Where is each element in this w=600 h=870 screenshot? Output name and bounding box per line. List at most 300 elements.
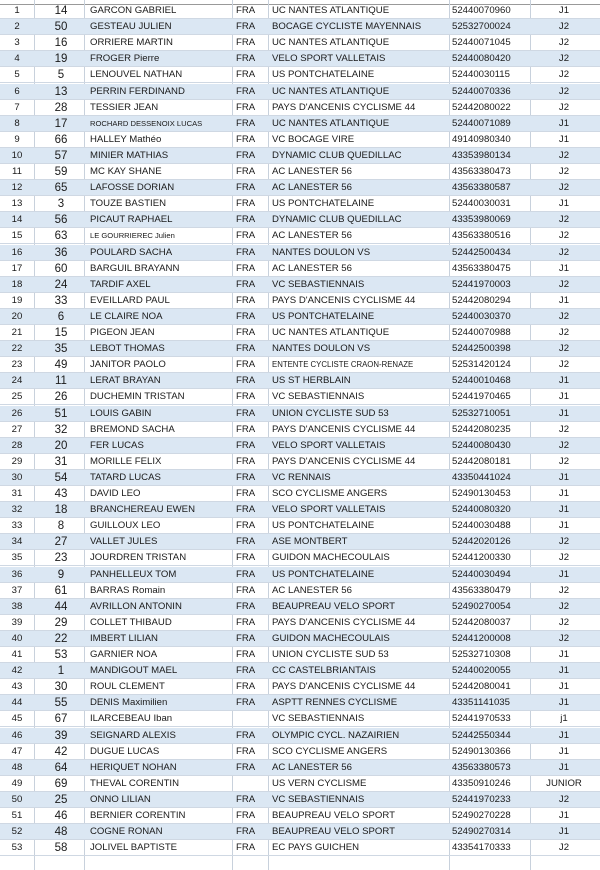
- category-cell: J1: [558, 198, 570, 210]
- license-cell: 52442080037: [452, 616, 511, 628]
- nationality-cell: FRA: [236, 117, 256, 129]
- rank-cell: 38: [11, 600, 23, 612]
- rider-name-cell: GUILLOUX LEO: [90, 520, 161, 532]
- category-cell: J2: [558, 359, 570, 371]
- bib-cell: 22: [54, 632, 68, 645]
- license-cell: 52440030031: [452, 198, 511, 210]
- bib-cell: 39: [54, 729, 68, 742]
- table-row: [0, 422, 600, 438]
- table-row: [0, 615, 600, 631]
- bib-cell: 23: [54, 552, 68, 565]
- rank-cell: 51: [11, 810, 23, 821]
- nationality-cell: FRA: [236, 101, 256, 113]
- bib-cell: 11: [55, 375, 67, 388]
- rank-cell: 17: [11, 262, 23, 274]
- bib-cell: 50: [54, 21, 68, 34]
- nationality-cell: FRA: [236, 375, 256, 387]
- category-cell: J1: [558, 5, 570, 16]
- club-cell: UC NANTES ATLANTIQUE: [272, 37, 390, 49]
- table-row: [0, 164, 600, 180]
- nationality-cell: FRA: [236, 343, 256, 355]
- bib-cell: 44: [54, 600, 68, 613]
- rank-cell: 42: [11, 665, 23, 677]
- rider-name-cell: BARRAS Romain: [90, 584, 166, 596]
- category-cell: J1: [558, 471, 570, 483]
- license-cell: 52440020055: [452, 665, 511, 677]
- rider-name-cell: TARDIF AXEL: [90, 278, 151, 290]
- nationality-cell: FRA: [236, 69, 256, 81]
- license-cell: 52441970003: [452, 278, 511, 290]
- license-cell: 43563380587: [452, 182, 511, 194]
- rider-name-cell: ILARCEBEAU Iban: [90, 713, 173, 725]
- category-cell: J2: [558, 182, 570, 194]
- nationality-cell: FRA: [236, 391, 256, 403]
- rank-cell: 45: [11, 713, 23, 725]
- category-cell: J1: [558, 133, 570, 145]
- club-cell: SCO CYCLISME ANGERS: [272, 488, 388, 499]
- nationality-cell: FRA: [236, 729, 256, 741]
- rider-name-cell: PERRIN FERDINAND: [90, 85, 185, 97]
- category-cell: J2: [558, 793, 570, 805]
- rank-cell: 14: [11, 214, 23, 226]
- rider-name-cell: DAVID LEO: [90, 488, 141, 499]
- table-row: [0, 728, 600, 744]
- nationality-cell: FRA: [236, 745, 256, 757]
- club-cell: ASE MONTBERT: [272, 536, 348, 548]
- rider-name-cell: FROGER Pierre: [90, 53, 160, 65]
- nationality-cell: FRA: [236, 327, 256, 338]
- bib-cell: 5: [57, 69, 65, 82]
- license-cell: 43353980069: [452, 214, 511, 226]
- club-cell: PAYS D'ANCENIS CYCLISME 44: [272, 294, 416, 306]
- license-cell: 52441970465: [452, 391, 511, 403]
- rider-name-cell: GESTEAU JULIEN: [90, 21, 172, 33]
- club-cell: NANTES DOULON VS: [272, 246, 371, 258]
- club-cell: PAYS D'ANCENIS CYCLISME 44: [272, 455, 416, 467]
- category-cell: J2: [558, 536, 570, 548]
- rank-cell: 32: [11, 504, 23, 516]
- license-cell: 43563380475: [452, 262, 511, 274]
- table-row: [0, 389, 600, 405]
- club-cell: VELO SPORT VALLETAIS: [272, 439, 386, 451]
- rider-name-cell: ROUL CLEMENT: [90, 681, 165, 693]
- rider-name-cell: LENOUVEL NATHAN: [90, 69, 183, 81]
- bib-cell: 49: [54, 359, 68, 372]
- nationality-cell: FRA: [236, 37, 256, 49]
- nationality-cell: FRA: [236, 423, 256, 435]
- rider-name-cell: EVEILLARD PAUL: [90, 294, 170, 306]
- category-cell: J1: [558, 568, 570, 580]
- rank-cell: 15: [11, 230, 23, 242]
- rider-name-cell: TATARD LUCAS: [90, 471, 161, 483]
- rider-name-cell: GARNIER NOA: [90, 649, 158, 660]
- table-row: [0, 631, 600, 647]
- club-cell: GUIDON MACHECOULAIS: [272, 632, 390, 644]
- category-cell: J1: [558, 488, 570, 499]
- table-row: [0, 341, 600, 357]
- rank-cell: 30: [11, 471, 23, 483]
- rider-name-cell: COLLET THIBAUD: [90, 616, 172, 628]
- license-cell: 43350441024: [452, 471, 511, 483]
- category-cell: J1: [558, 262, 570, 274]
- nationality-cell: FRA: [236, 536, 256, 548]
- category-cell: J1: [558, 649, 570, 660]
- rider-name-cell: HALLEY Mathéo: [90, 133, 162, 145]
- bib-cell: 13: [54, 85, 68, 98]
- bib-cell: 16: [54, 37, 68, 50]
- license-cell: 52440010468: [452, 375, 511, 387]
- club-cell: VELO SPORT VALLETAIS: [272, 504, 386, 516]
- table-row: [0, 470, 600, 486]
- category-cell: J1: [558, 681, 570, 693]
- category-cell: J1: [558, 117, 570, 129]
- bib-cell: 3: [57, 198, 65, 211]
- license-cell: 52440030115: [452, 69, 510, 81]
- rank-cell: 47: [11, 745, 23, 757]
- rank-cell: 12: [11, 182, 23, 194]
- nationality-cell: FRA: [236, 85, 256, 97]
- table-row: [0, 695, 600, 711]
- bib-cell: 58: [54, 842, 68, 855]
- rider-name-cell: MORILLE FELIX: [90, 455, 162, 467]
- club-cell: VC SEBASTIENNAIS: [272, 793, 365, 805]
- rider-name-cell: DUGUE LUCAS: [90, 745, 160, 757]
- bib-cell: 42: [54, 745, 68, 758]
- club-cell: UC NANTES ATLANTIQUE: [272, 327, 390, 338]
- nationality-cell: FRA: [236, 471, 256, 483]
- license-cell: 52490130366: [452, 745, 511, 757]
- rank-cell: 46: [11, 729, 23, 741]
- bib-cell: 61: [54, 584, 68, 597]
- bib-cell: 9: [57, 568, 65, 581]
- nationality-cell: FRA: [236, 665, 256, 677]
- category-cell: J2: [558, 600, 570, 612]
- table-row: [0, 293, 600, 309]
- license-cell: 52442080294: [452, 294, 511, 306]
- nationality-cell: FRA: [236, 166, 256, 177]
- nationality-cell: FRA: [236, 842, 256, 854]
- table-row: [0, 3, 600, 19]
- bib-cell: 51: [54, 407, 68, 420]
- table-row: [0, 583, 600, 599]
- table-row: [0, 776, 600, 792]
- rank-cell: 50: [11, 793, 23, 805]
- rider-name-cell: IMBERT LILIAN: [90, 632, 158, 644]
- license-cell: 43563380479: [452, 584, 511, 596]
- category-cell: J2: [558, 230, 570, 242]
- rider-name-cell: LE GOURRIEREC Julien: [90, 231, 175, 241]
- rank-cell: 25: [11, 391, 23, 403]
- table-row: [0, 212, 600, 228]
- category-cell: J2: [558, 246, 570, 258]
- table-row: [0, 100, 600, 116]
- rank-cell: 1: [14, 5, 20, 16]
- nationality-cell: FRA: [236, 761, 256, 773]
- rank-cell: 23: [11, 359, 23, 371]
- rider-name-cell: DENIS Maximilien: [90, 697, 168, 709]
- nationality-cell: FRA: [236, 681, 256, 693]
- nationality-cell: FRA: [236, 182, 256, 194]
- license-cell: 43353980134: [452, 149, 511, 161]
- table-row: [0, 840, 600, 856]
- table-row: [0, 261, 600, 277]
- license-cell: 52442500398: [452, 343, 511, 355]
- nationality-cell: FRA: [236, 488, 256, 499]
- club-cell: GUIDON MACHECOULAIS: [272, 552, 390, 564]
- rank-cell: 33: [11, 520, 23, 532]
- rider-name-cell: PIGEON JEAN: [90, 327, 155, 338]
- rider-name-cell: GARCON GABRIEL: [90, 5, 177, 16]
- license-cell: 52532710051: [452, 407, 511, 419]
- nationality-cell: FRA: [236, 697, 256, 709]
- bib-cell: 48: [54, 826, 68, 839]
- nationality-cell: FRA: [236, 5, 256, 16]
- table-row: [0, 599, 600, 615]
- table-row: [0, 679, 600, 695]
- rank-cell: 16: [11, 246, 23, 258]
- bib-cell: 46: [54, 810, 68, 822]
- rider-name-cell: JANITOR PAOLO: [90, 359, 166, 371]
- club-cell: AC LANESTER 56: [272, 182, 352, 194]
- bib-cell: 1: [57, 665, 65, 678]
- license-cell: 43351141035: [452, 697, 510, 709]
- category-cell: J2: [558, 166, 570, 177]
- bib-cell: 32: [54, 423, 68, 436]
- club-cell: OLYMPIC CYCL. NAZAIRIEN: [272, 729, 400, 741]
- license-cell: 52440080420: [452, 53, 511, 65]
- club-cell: PAYS D'ANCENIS CYCLISME 44: [272, 101, 416, 113]
- rank-cell: 28: [11, 439, 23, 451]
- nationality-cell: FRA: [236, 294, 256, 306]
- category-cell: J2: [558, 101, 570, 113]
- table-row: [0, 373, 600, 389]
- club-cell: AC LANESTER 56: [272, 166, 352, 177]
- rank-cell: 8: [14, 117, 20, 129]
- license-cell: 43354170333: [452, 842, 511, 854]
- category-cell: JUNIOR: [546, 777, 582, 789]
- license-cell: 52441200330: [452, 552, 511, 564]
- bib-cell: 60: [54, 262, 68, 275]
- club-cell: BEAUPREAU VELO SPORT: [272, 600, 395, 612]
- nationality-cell: FRA: [236, 407, 256, 419]
- club-cell: DYNAMIC CLUB QUEDILLAC: [272, 149, 402, 161]
- license-cell: 52442080235: [452, 423, 511, 435]
- nationality-cell: FRA: [236, 520, 256, 532]
- rank-cell: 19: [11, 294, 23, 306]
- table-row: [0, 116, 600, 132]
- license-cell: 52440030370: [452, 310, 511, 322]
- table-row: [0, 357, 600, 373]
- category-cell: J2: [558, 53, 570, 65]
- nationality-cell: FRA: [236, 53, 256, 65]
- license-cell: 52440071089: [452, 117, 511, 129]
- table-row: [0, 51, 600, 67]
- club-cell: US PONTCHATELAINE: [272, 310, 375, 322]
- rank-cell: 52: [11, 826, 23, 838]
- license-cell: 52531420124: [452, 359, 511, 371]
- bib-cell: 69: [54, 777, 68, 790]
- nationality-cell: FRA: [236, 359, 256, 371]
- rank-cell: 27: [11, 423, 23, 435]
- nationality-cell: FRA: [236, 600, 256, 612]
- rank-cell: 20: [11, 310, 23, 322]
- club-cell: US PONTCHATELAINE: [272, 198, 375, 210]
- club-cell: DYNAMIC CLUB QUEDILLAC: [272, 214, 402, 226]
- bib-cell: 53: [54, 649, 68, 661]
- table-row: [0, 309, 600, 325]
- table-row: [0, 325, 600, 341]
- club-cell: VC BOCAGE VIRE: [272, 133, 355, 145]
- license-cell: 52440030488: [452, 520, 511, 532]
- club-cell: UNION CYCLISTE SUD 53: [272, 407, 389, 419]
- nationality-cell: FRA: [236, 810, 256, 821]
- club-cell: UNION CYCLISTE SUD 53: [272, 649, 389, 660]
- club-cell: PAYS D'ANCENIS CYCLISME 44: [272, 423, 416, 435]
- club-cell: BEAUPREAU VELO SPORT: [272, 810, 395, 821]
- license-cell: 52441970533: [452, 713, 511, 725]
- nationality-cell: FRA: [236, 826, 256, 838]
- category-cell: J2: [558, 327, 570, 338]
- rider-name-cell: TESSIER JEAN: [90, 101, 159, 113]
- rider-name-cell: VALLET JULES: [90, 536, 158, 548]
- club-cell: US VERN CYCLISME: [272, 777, 367, 789]
- table-row: [0, 534, 600, 550]
- bib-cell: 35: [54, 343, 68, 356]
- table-row: [0, 454, 600, 470]
- category-cell: J2: [558, 632, 570, 644]
- rank-cell: 9: [14, 133, 20, 145]
- table-row: [0, 196, 600, 212]
- rank-cell: 3: [14, 37, 20, 49]
- license-cell: 52532700024: [452, 21, 511, 33]
- club-cell: CC CASTELBRIANTAIS: [272, 665, 376, 677]
- bib-cell: 55: [54, 697, 68, 710]
- nationality-cell: FRA: [236, 632, 256, 644]
- bib-cell: 29: [54, 616, 68, 629]
- bib-cell: 30: [54, 681, 68, 694]
- table-row: [0, 647, 600, 663]
- table-row: [0, 550, 600, 566]
- club-cell: UC NANTES ATLANTIQUE: [272, 117, 390, 129]
- category-cell: J2: [558, 439, 570, 451]
- license-cell: 52440070336: [452, 85, 511, 97]
- club-cell: US PONTCHATELAINE: [272, 520, 375, 532]
- license-cell: 52442080041: [452, 681, 511, 693]
- nationality-cell: FRA: [236, 198, 256, 210]
- license-cell: 52442500434: [452, 246, 511, 258]
- category-cell: J1: [558, 520, 570, 532]
- license-cell: 52442080022: [452, 101, 511, 113]
- category-cell: j1: [560, 713, 568, 725]
- table-row: [0, 744, 600, 760]
- category-cell: J1: [558, 407, 570, 419]
- table-row: [0, 438, 600, 454]
- rider-name-cell: ORRIERE MARTIN: [90, 37, 173, 49]
- category-cell: J2: [558, 37, 570, 49]
- club-cell: EC PAYS GUICHEN: [272, 842, 360, 854]
- rider-name-cell: PICAUT RAPHAEL: [90, 214, 173, 226]
- club-cell: PAYS D'ANCENIS CYCLISME 44: [272, 616, 416, 628]
- club-cell: US PONTCHATELAINE: [272, 69, 375, 81]
- table-row: [0, 245, 600, 261]
- club-cell: VC SEBASTIENNAIS: [272, 391, 365, 403]
- nationality-cell: FRA: [236, 568, 256, 580]
- bib-cell: 6: [57, 310, 65, 323]
- rider-name-cell: BREMOND SACHA: [90, 423, 175, 435]
- table-row: [0, 567, 600, 583]
- nationality-cell: FRA: [236, 793, 256, 805]
- table-row: [0, 792, 600, 808]
- club-cell: BOCAGE CYCLISTE MAYENNAIS: [272, 21, 422, 33]
- bib-cell: 19: [54, 53, 68, 66]
- rank-cell: 2: [14, 21, 20, 33]
- bib-cell: 43: [54, 488, 68, 500]
- bib-cell: 25: [54, 793, 68, 806]
- license-cell: 52440080430: [452, 439, 511, 451]
- license-cell: 52532710308: [452, 649, 511, 660]
- rank-cell: 44: [11, 697, 23, 709]
- bib-cell: 63: [54, 230, 68, 243]
- bib-cell: 18: [54, 504, 68, 517]
- category-cell: J1: [558, 391, 570, 403]
- license-cell: 52441970233: [452, 793, 511, 805]
- category-cell: J1: [558, 810, 570, 821]
- club-cell: VC SEBASTIENNAIS: [272, 278, 365, 290]
- license-cell: 52490130453: [452, 488, 511, 499]
- license-cell: 52490270314: [452, 826, 511, 838]
- rank-cell: 40: [11, 632, 23, 644]
- rank-cell: 26: [11, 407, 23, 419]
- rank-cell: 10: [11, 149, 23, 161]
- bib-cell: 24: [54, 278, 68, 291]
- club-cell: US PONTCHATELAINE: [272, 568, 375, 580]
- bib-cell: 56: [54, 214, 68, 227]
- bib-cell: 33: [54, 294, 68, 307]
- category-cell: J2: [558, 149, 570, 161]
- rider-name-cell: LAFOSSE DORIAN: [90, 182, 175, 194]
- table-row: [0, 663, 600, 679]
- rank-cell: 21: [11, 327, 23, 338]
- nationality-cell: FRA: [236, 262, 256, 274]
- rank-cell: 48: [11, 761, 23, 773]
- rank-cell: 11: [12, 166, 22, 177]
- table-row: [0, 84, 600, 100]
- rider-name-cell: FER LUCAS: [90, 439, 144, 451]
- bib-cell: 26: [54, 391, 68, 404]
- rank-cell: 35: [11, 552, 23, 564]
- category-cell: J2: [558, 310, 570, 322]
- rider-name-cell: BRANCHEREAU EWEN: [90, 504, 196, 516]
- bib-cell: 65: [54, 182, 68, 195]
- category-cell: J1: [558, 375, 570, 387]
- table-row: [0, 518, 600, 534]
- rider-name-cell: ONNO LILIAN: [90, 793, 151, 805]
- category-cell: J2: [558, 278, 570, 290]
- table-row: [0, 711, 600, 727]
- bib-cell: 15: [54, 327, 68, 339]
- license-cell: 43350910246: [452, 777, 511, 789]
- rider-name-cell: PANHELLEUX TOM: [90, 568, 177, 580]
- table-row: [0, 19, 600, 35]
- club-cell: ENTENTE CYCLISTE CRAON-RENAZE: [272, 360, 414, 370]
- rider-name-cell: AVRILLON ANTONIN: [90, 600, 182, 612]
- table-row: [0, 67, 600, 83]
- rider-name-cell: THEVAL CORENTIN: [90, 777, 180, 789]
- table-row: [0, 808, 600, 824]
- license-cell: 52440080320: [452, 504, 511, 516]
- rank-cell: 29: [11, 455, 23, 467]
- club-cell: ASPTT RENNES CYCLISME: [272, 697, 398, 709]
